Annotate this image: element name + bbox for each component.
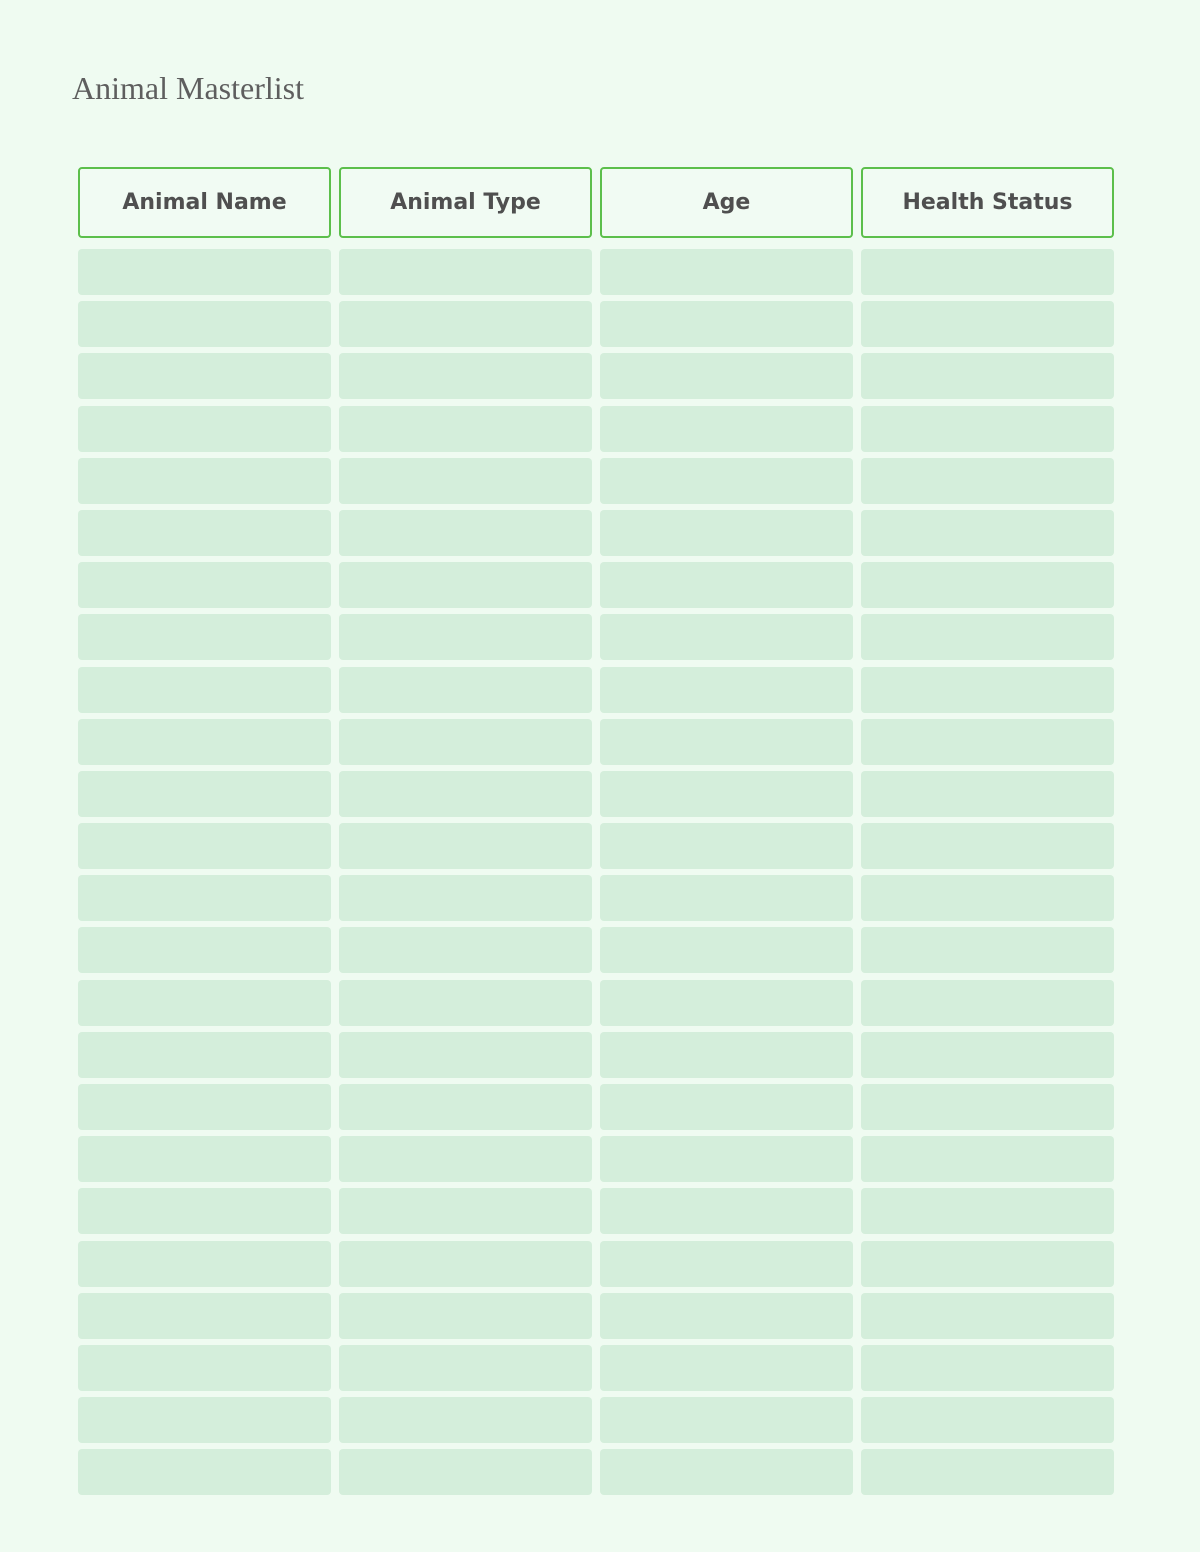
table-cell-animal-name[interactable] [78,1188,331,1234]
table-cell-animal-name[interactable] [78,1084,331,1130]
table-cell-health-status[interactable] [861,249,1114,295]
table-cell-health-status[interactable] [861,667,1114,713]
table-cell-animal-name[interactable] [78,301,331,347]
table-cell-animal-type[interactable] [339,249,592,295]
table-cell-animal-name[interactable] [78,1293,331,1339]
table-cell-health-status[interactable] [861,562,1114,608]
table-cell-health-status[interactable] [861,301,1114,347]
table-cell-health-status[interactable] [861,1293,1114,1339]
table-cell-health-status[interactable] [861,1241,1114,1287]
table-cell-age[interactable] [600,719,853,765]
table-cell-animal-type[interactable] [339,562,592,608]
table-cell-animal-type[interactable] [339,1293,592,1339]
table-cell-animal-type[interactable] [339,719,592,765]
table-cell-health-status[interactable] [861,1084,1114,1130]
table-cell-health-status[interactable] [861,927,1114,973]
table-cell-health-status[interactable] [861,458,1114,504]
column-header-animal-type: Animal Type [339,167,592,238]
table-cell-health-status[interactable] [861,1136,1114,1182]
column-header-animal-name: Animal Name [78,167,331,238]
table-cell-health-status[interactable] [861,1345,1114,1391]
table-cell-health-status[interactable] [861,875,1114,921]
table-cell-animal-type[interactable] [339,301,592,347]
table-cell-age[interactable] [600,1188,853,1234]
table-cell-animal-name[interactable] [78,562,331,608]
table-cell-animal-name[interactable] [78,771,331,817]
table-cell-animal-name[interactable] [78,510,331,556]
table-cell-animal-type[interactable] [339,1397,592,1443]
table-cell-animal-name[interactable] [78,927,331,973]
table-cell-age[interactable] [600,249,853,295]
table-cell-health-status[interactable] [861,771,1114,817]
table-cell-health-status[interactable] [861,980,1114,1026]
table-cell-health-status[interactable] [861,406,1114,452]
table-cell-animal-name[interactable] [78,249,331,295]
table-cell-animal-type[interactable] [339,927,592,973]
table-cell-age[interactable] [600,1293,853,1339]
table-cell-age[interactable] [600,1241,853,1287]
table-cell-animal-type[interactable] [339,1345,592,1391]
table-cell-age[interactable] [600,1136,853,1182]
table-cell-animal-name[interactable] [78,1241,331,1287]
table-cell-health-status[interactable] [861,353,1114,399]
table-cell-animal-name[interactable] [78,406,331,452]
masterlist-table [78,167,1116,1502]
table-cell-animal-name[interactable] [78,458,331,504]
table-cell-animal-name[interactable] [78,667,331,713]
table-cell-animal-type[interactable] [339,614,592,660]
table-cell-age[interactable] [600,1397,853,1443]
table-cell-age[interactable] [600,980,853,1026]
table-cell-age[interactable] [600,353,853,399]
table-cell-animal-type[interactable] [339,458,592,504]
table-cell-animal-name[interactable] [78,353,331,399]
column-header-age: Age [600,167,853,238]
table-cell-animal-name[interactable] [78,1449,331,1495]
table-cell-age[interactable] [600,458,853,504]
table-cell-animal-type[interactable] [339,1241,592,1287]
table-cell-age[interactable] [600,301,853,347]
column-header-health-status: Health Status [861,167,1114,238]
table-cell-animal-name[interactable] [78,1032,331,1078]
table-cell-age[interactable] [600,1032,853,1078]
table-cell-animal-type[interactable] [339,510,592,556]
table-cell-health-status[interactable] [861,719,1114,765]
table-cell-age[interactable] [600,667,853,713]
table-cell-age[interactable] [600,1345,853,1391]
table-cell-animal-type[interactable] [339,875,592,921]
page-title: Animal Masterlist [72,70,304,106]
table-cell-age[interactable] [600,1084,853,1130]
table-cell-animal-name[interactable] [78,719,331,765]
table-cell-animal-type[interactable] [339,406,592,452]
table-cell-health-status[interactable] [861,1032,1114,1078]
table-cell-health-status[interactable] [861,1188,1114,1234]
table-cell-age[interactable] [600,1449,853,1495]
table-cell-animal-name[interactable] [78,823,331,869]
table-cell-animal-type[interactable] [339,980,592,1026]
table-cell-age[interactable] [600,823,853,869]
table-cell-animal-type[interactable] [339,1084,592,1130]
table-cell-age[interactable] [600,562,853,608]
table-cell-age[interactable] [600,406,853,452]
table-cell-animal-type[interactable] [339,353,592,399]
table-cell-animal-type[interactable] [339,1032,592,1078]
table-cell-animal-name[interactable] [78,614,331,660]
table-cell-health-status[interactable] [861,1449,1114,1495]
table-cell-animal-type[interactable] [339,667,592,713]
table-cell-age[interactable] [600,614,853,660]
table-cell-animal-type[interactable] [339,1188,592,1234]
table-cell-animal-type[interactable] [339,1449,592,1495]
table-cell-animal-name[interactable] [78,1345,331,1391]
table-cell-age[interactable] [600,771,853,817]
table-cell-animal-type[interactable] [339,1136,592,1182]
table-cell-animal-type[interactable] [339,771,592,817]
table-cell-health-status[interactable] [861,823,1114,869]
table-cell-animal-name[interactable] [78,980,331,1026]
table-cell-health-status[interactable] [861,510,1114,556]
table-cell-health-status[interactable] [861,614,1114,660]
table-cell-animal-name[interactable] [78,1397,331,1443]
table-cell-animal-name[interactable] [78,1136,331,1182]
table-cell-age[interactable] [600,927,853,973]
table-cell-animal-type[interactable] [339,823,592,869]
table-cell-age[interactable] [600,510,853,556]
table-cell-animal-name[interactable] [78,875,331,921]
table-cell-health-status[interactable] [861,1397,1114,1443]
table-cell-age[interactable] [600,875,853,921]
